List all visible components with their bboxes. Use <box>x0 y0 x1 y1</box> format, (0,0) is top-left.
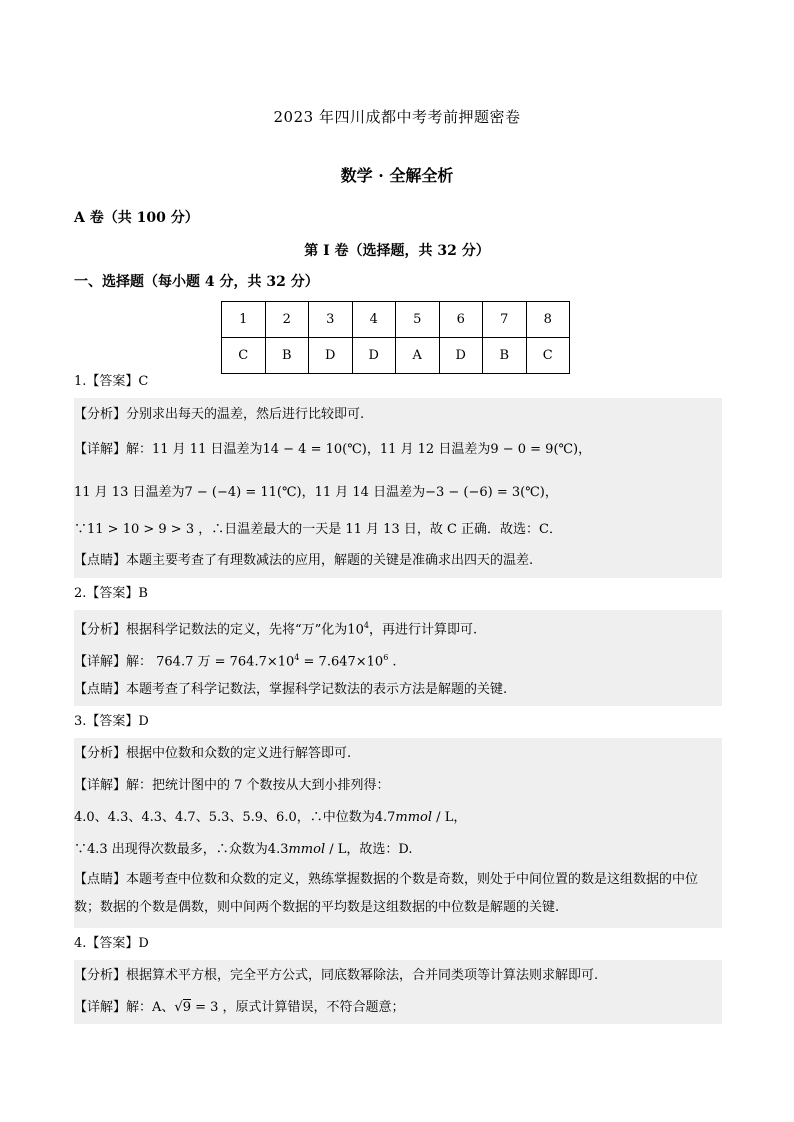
q3-analysis: 【分析】根据中位数和众数的定义进行解答即可. <box>74 746 352 761</box>
q3-detail-line-1: 【详解】解：把统计图中的 7 个数按从大到小排列得： <box>74 778 390 793</box>
q1-answer: 1.【答案】C <box>74 374 149 389</box>
table-cell: D <box>309 338 353 374</box>
table-cell: D <box>439 338 483 374</box>
table-cell: 6 <box>439 302 483 338</box>
section-a-heading: A 卷（共 100 分） <box>74 210 199 226</box>
table-cell: C <box>526 338 570 374</box>
q1-comment: 【点睛】本题主要考查了有理数减法的应用，解题的关键是准确求出四天的温差. <box>74 553 534 568</box>
table-cell: D <box>352 338 396 374</box>
q2-analysis <box>74 616 722 640</box>
q3-answer: 3.【答案】D <box>74 714 149 729</box>
q3-detail-line-3 <box>74 840 722 860</box>
choice-section-heading: 一、选择题（每小题 4 分，共 32 分） <box>74 274 319 290</box>
sqrt-icon: √ <box>174 1000 183 1015</box>
answer-table-number-row <box>222 302 570 338</box>
q3-detail-2-tail: / L， <box>432 810 467 825</box>
q2-analysis-tail: ，再进行计算即可. <box>368 622 478 638</box>
q2-detail-tail: . <box>388 654 397 670</box>
q2-detail <box>74 648 722 672</box>
part-one-heading: 第 I 卷（选择题，共 32 分） <box>304 243 490 259</box>
q3-detail-line-2 <box>74 808 722 828</box>
table-cell: 3 <box>309 302 353 338</box>
q2-detail-text: 【详解】解： 764.7 万 = 764.7×10 <box>74 654 295 670</box>
table-cell: 2 <box>265 302 309 338</box>
document-subtitle: 数学 · 全解全析 <box>340 166 454 185</box>
radicand: 9 <box>182 1000 191 1015</box>
answer-table <box>221 301 570 374</box>
q1-detail-line-1: 【详解】解：11 月 11 日温差为14 − 4 = 10(℃)，11 月 12 日温差为9 − 0 = 9(℃)， <box>74 442 592 457</box>
q1-analysis: 【分析】分别求出每天的温差，然后进行比较即可. <box>74 407 365 422</box>
table-cell: 8 <box>526 302 570 338</box>
unit: mmol <box>395 810 433 825</box>
table-cell: B <box>483 338 527 374</box>
q4-detail <box>74 998 722 1018</box>
table-cell: C <box>222 338 266 374</box>
q2-analysis-text: 【分析】根据科学记数法的定义，先将“万”化为10 <box>74 622 364 638</box>
q2-detail-mid: = 7.647×10 <box>299 654 384 670</box>
answer-table-answer-row <box>222 338 570 374</box>
q3-comment: 【点睛】本题考查中位数和众数的定义，熟练掌握数据的个数是奇数，则处于中间位置的数是这组数据的中位数；数据的个数是偶数，则中间两个数据的平均数是这组数据的中位数是解题的关键. <box>74 872 699 915</box>
q1-detail-line-3: ∵11 > 10 > 9 > 3 ，∴日温差最大的一天是 11 月 13 日，故 C 正确．故选：C． <box>74 522 563 537</box>
document-title: 2023 年四川成都中考考前押题密卷 <box>273 108 521 126</box>
q3-detail-3-text: ∵4.3 出现得次数最多，∴众数为4.3 <box>74 842 289 857</box>
table-cell: A <box>396 338 440 374</box>
exponent: 4 <box>294 653 300 662</box>
table-cell: 7 <box>483 302 527 338</box>
q4-analysis: 【分析】根据算术平方根，完全平方公式，同底数幂除法，合并同类项等计算法则求解即可. <box>74 968 599 983</box>
table-cell: B <box>265 338 309 374</box>
q4-detail-tail: = 3 ，原式计算错误，不符合题意； <box>190 1000 405 1015</box>
unit: mmol <box>288 842 326 857</box>
exponent: 6 <box>383 653 389 662</box>
table-cell: 1 <box>222 302 266 338</box>
q4-answer: 4.【答案】D <box>74 936 149 951</box>
exponent: 4 <box>363 621 369 630</box>
q3-detail-2-text: 4.0、4.3、4.3、4.7、5.3、5.9、6.0，∴中位数为4.7 <box>74 810 396 825</box>
q3-detail-3-tail: / L，故选：D. <box>325 842 413 857</box>
table-cell: 4 <box>352 302 396 338</box>
q2-answer: 2.【答案】B <box>74 586 148 601</box>
q1-detail-line-2: 11 月 13 日温差为7 − (−4) = 11(℃)，11 月 14 日温差为−3 − (−6) = 3(℃)， <box>74 485 558 500</box>
q2-comment: 【点睛】本题考查了科学记数法，掌握科学记数法的表示方法是解题的关键. <box>74 682 508 697</box>
table-cell: 5 <box>396 302 440 338</box>
q4-detail-text: 【详解】解：A、 <box>74 1000 175 1015</box>
